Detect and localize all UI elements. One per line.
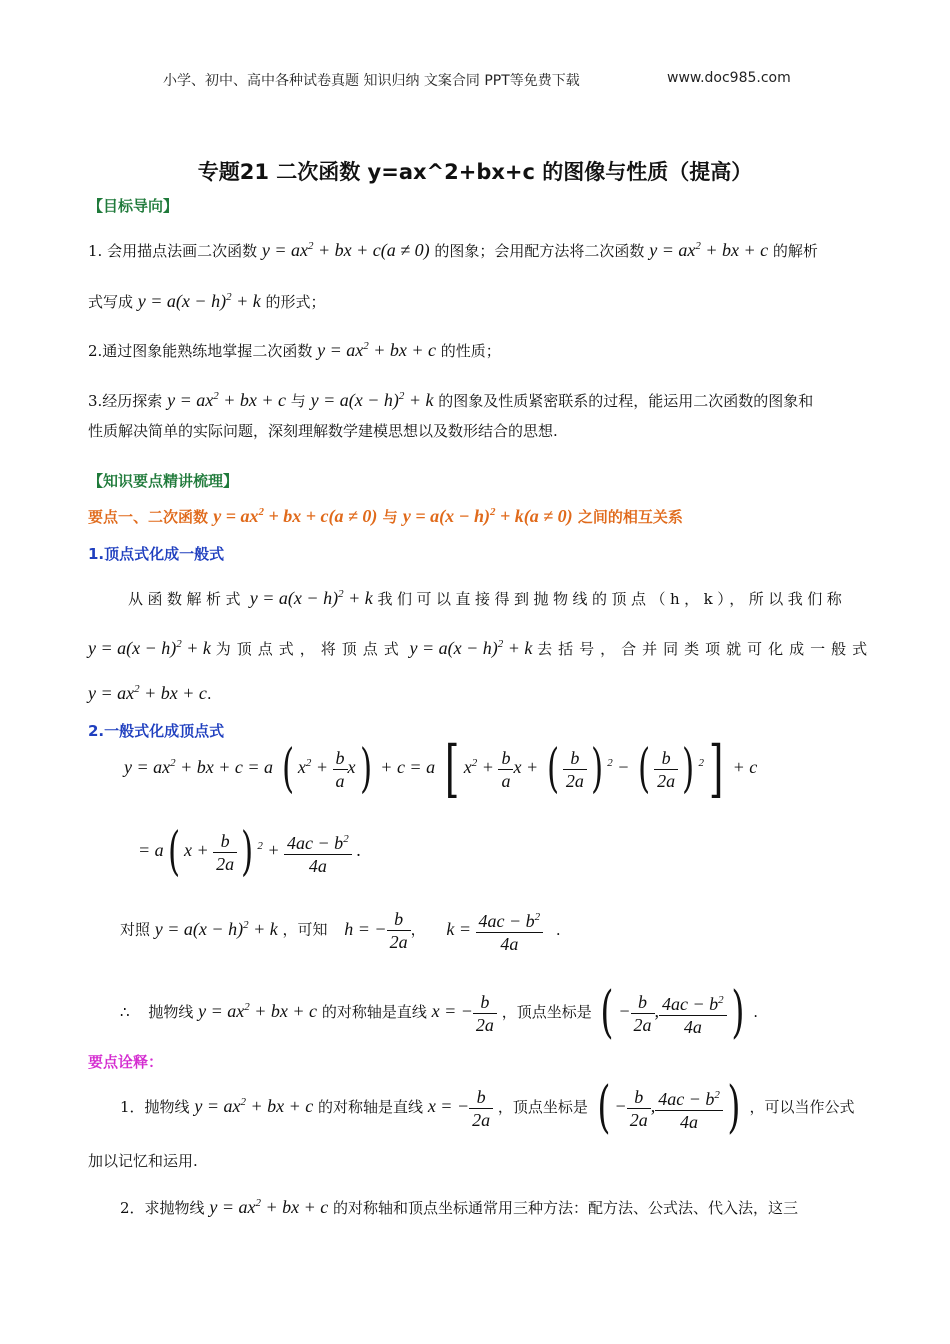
- formula: $y = a(x - h)^2 + k(a \ne 0)$: [402, 506, 573, 526]
- text: 3.经历探索: [88, 392, 163, 410]
- goal-item-3-line1: [88, 386, 813, 411]
- sub2-heading: 2.一般式化成顶点式: [88, 722, 225, 740]
- fraction: $\frac{b}{2a}$: [563, 747, 587, 792]
- text: 之间的相互关系: [577, 508, 683, 526]
- sub1-heading: 1.顶点式化成一般式: [88, 545, 225, 563]
- text: 2.通过图象能熟练地掌握二次函数: [88, 342, 313, 360]
- s1-line2: [88, 634, 873, 659]
- note1-line2: 加以记忆和运用.: [88, 1152, 198, 1170]
- derivation-line2: = a( x + $\frac{b}{2a}$ ) $^2$ + $\frac{4ac - b^2}{4a}$ .: [138, 822, 361, 882]
- text: 我们可以直接得到抛物线的顶点（h，k），所以我们称: [377, 590, 847, 608]
- formula: $y = ax^2$ + bx + c: [317, 340, 437, 360]
- notes-heading: 要点诠释：: [88, 1053, 164, 1071]
- formula: $y = ax^2$ + bx + c(a ≠ 0): [213, 506, 378, 526]
- goal-item-1-line1: [88, 236, 818, 261]
- fraction: $\frac{b}{a}$: [498, 747, 513, 792]
- text: ，可知: [282, 920, 328, 939]
- text: 为顶点式，将顶点式: [215, 640, 405, 658]
- formula: $y = ax^2$ + bx + c: [649, 240, 769, 260]
- text: 2．求抛物线: [120, 1199, 205, 1217]
- formula: h = − $\frac{b}{2a}$: [344, 919, 410, 939]
- fraction: $\frac{b}{a}$: [333, 747, 348, 792]
- text: 的对称轴是直线: [321, 1003, 427, 1022]
- goal-item-1-line2: [88, 287, 326, 312]
- compare-line: 对照 $y = a(x - h)^2 + k$ ，可知 h = − $\frac{b}{2a}$ ， k = $\frac{4ac - b^2}{4a}$ .: [120, 906, 561, 955]
- formula: $y = a(x - h)^2 + k$: [88, 638, 211, 658]
- formula: $y = ax^2$ + bx + c: [194, 1096, 314, 1117]
- formula: $y = ax^2$ + bx + c(a ≠ 0): [261, 240, 430, 260]
- text: 的图象及性质紧密联系的过程，能运用二次函数的图象和: [438, 392, 814, 410]
- text: 的对称轴和顶点坐标通常用三种方法：配方法、公式法、代入法，这三: [333, 1199, 799, 1217]
- fraction: $\frac{4ac - b^2}{4a}$: [284, 828, 352, 877]
- text: ，可以当作公式: [749, 1098, 855, 1117]
- text: 1．抛物线: [120, 1098, 190, 1117]
- s1-line1: [128, 584, 846, 609]
- formula: $y = ax^2$ + bx + c: [167, 390, 286, 410]
- text: 的图象；会用配方法将二次函数: [434, 242, 645, 260]
- page-title: 专题21 二次函数 y=ax^2+bx+c 的图像与性质（提高）: [197, 160, 753, 184]
- text: 与: [290, 392, 306, 410]
- goal-item-2: [88, 336, 501, 361]
- formula: x = − $\frac{b}{2a}$: [432, 1001, 497, 1021]
- text: 的性质；: [440, 342, 501, 360]
- fraction: $\frac{b}{2a}$: [654, 747, 678, 792]
- text: 与: [382, 508, 398, 526]
- vertex-formula: ( − $\frac{b}{2a}$ , $\frac{4ac - b^2}{4a}$ ): [597, 1075, 741, 1140]
- text: 抛物线: [148, 1003, 194, 1022]
- text: ，顶点坐标是: [501, 1003, 592, 1022]
- knowledge-heading: 【知识要点精讲梳理】: [88, 472, 239, 490]
- s1-line3: $y = ax^2$ + bx + c.: [88, 683, 212, 703]
- derivation-line1: $y = ax^2$ + bx + c = a ( $x^2$ + $\frac{b}{a}$ x) + c = a [ $x^2$ + $\frac{b}{a}$ x + ( $\frac{b}{2a}$ ) $^2$ − ( $\frac{b}{2a}$ ) $^2$] + c: [124, 732, 758, 805]
- note2-line1: [120, 1193, 798, 1218]
- formula: $y = ax^2$ + bx + c: [198, 1001, 318, 1022]
- formula: x = − $\frac{b}{2a}$: [428, 1096, 493, 1116]
- formula: k = $\frac{4ac - b^2}{4a}$: [446, 919, 543, 939]
- text: 的解析: [772, 242, 818, 260]
- therefore-line: ∴ 抛物线 $y = ax^2$ + bx + c 的对称轴是直线 x = − $\frac{b}{2a}$ ，顶点坐标是 ( − $\frac{b}{2a}$ , $\frac{4ac - b^2}{4a}$ ) .: [120, 980, 759, 1045]
- text: 从函数解析式: [128, 590, 246, 608]
- formula: $y = a(x - h)^2 + k$: [310, 390, 434, 410]
- text: 式写成: [88, 293, 134, 311]
- header-text: 小学、初中、高中各种试卷真题 知识归纳 文案合同 PPT等免费下载: [163, 73, 580, 89]
- note1-line1: [120, 1075, 855, 1140]
- text: 1. 会用描点法画二次函数: [88, 242, 258, 260]
- text: 的对称轴是直线: [318, 1098, 424, 1117]
- vertex-formula: ( − $\frac{b}{2a}$ , $\frac{4ac - b^2}{4a}$ ): [600, 980, 745, 1045]
- text: 去括号，合并同类项就可化成一般式: [537, 640, 874, 658]
- formula: $y = ax^2$ + bx + c: [88, 683, 207, 703]
- text: ，顶点坐标是: [497, 1098, 588, 1117]
- formula: $y = a(x - h)^2 + k$: [154, 918, 278, 939]
- text: 要点一、二次函数: [88, 508, 209, 526]
- formula: $y = ax^2$ + bx + c: [209, 1197, 329, 1217]
- header-url[interactable]: www.doc985.com: [667, 70, 791, 86]
- point1-heading: [88, 506, 683, 527]
- fraction: $\frac{b}{2a}$: [213, 830, 237, 875]
- formula: $y = a(x - h)^2 + k$: [409, 638, 533, 658]
- formula: $y = a(x - h)^2 + k$: [249, 588, 373, 608]
- text: 的形式；: [265, 293, 326, 311]
- goals-heading: 【目标导向】: [88, 197, 179, 215]
- text: 对照: [120, 920, 151, 939]
- formula: $y = a(x - h)^2 + k$: [137, 291, 261, 311]
- therefore-symbol: ∴: [120, 1003, 130, 1022]
- goal-item-3-line2: 性质解决简单的实际问题，深刻理解数学建模思想以及数形结合的思想.: [88, 422, 558, 440]
